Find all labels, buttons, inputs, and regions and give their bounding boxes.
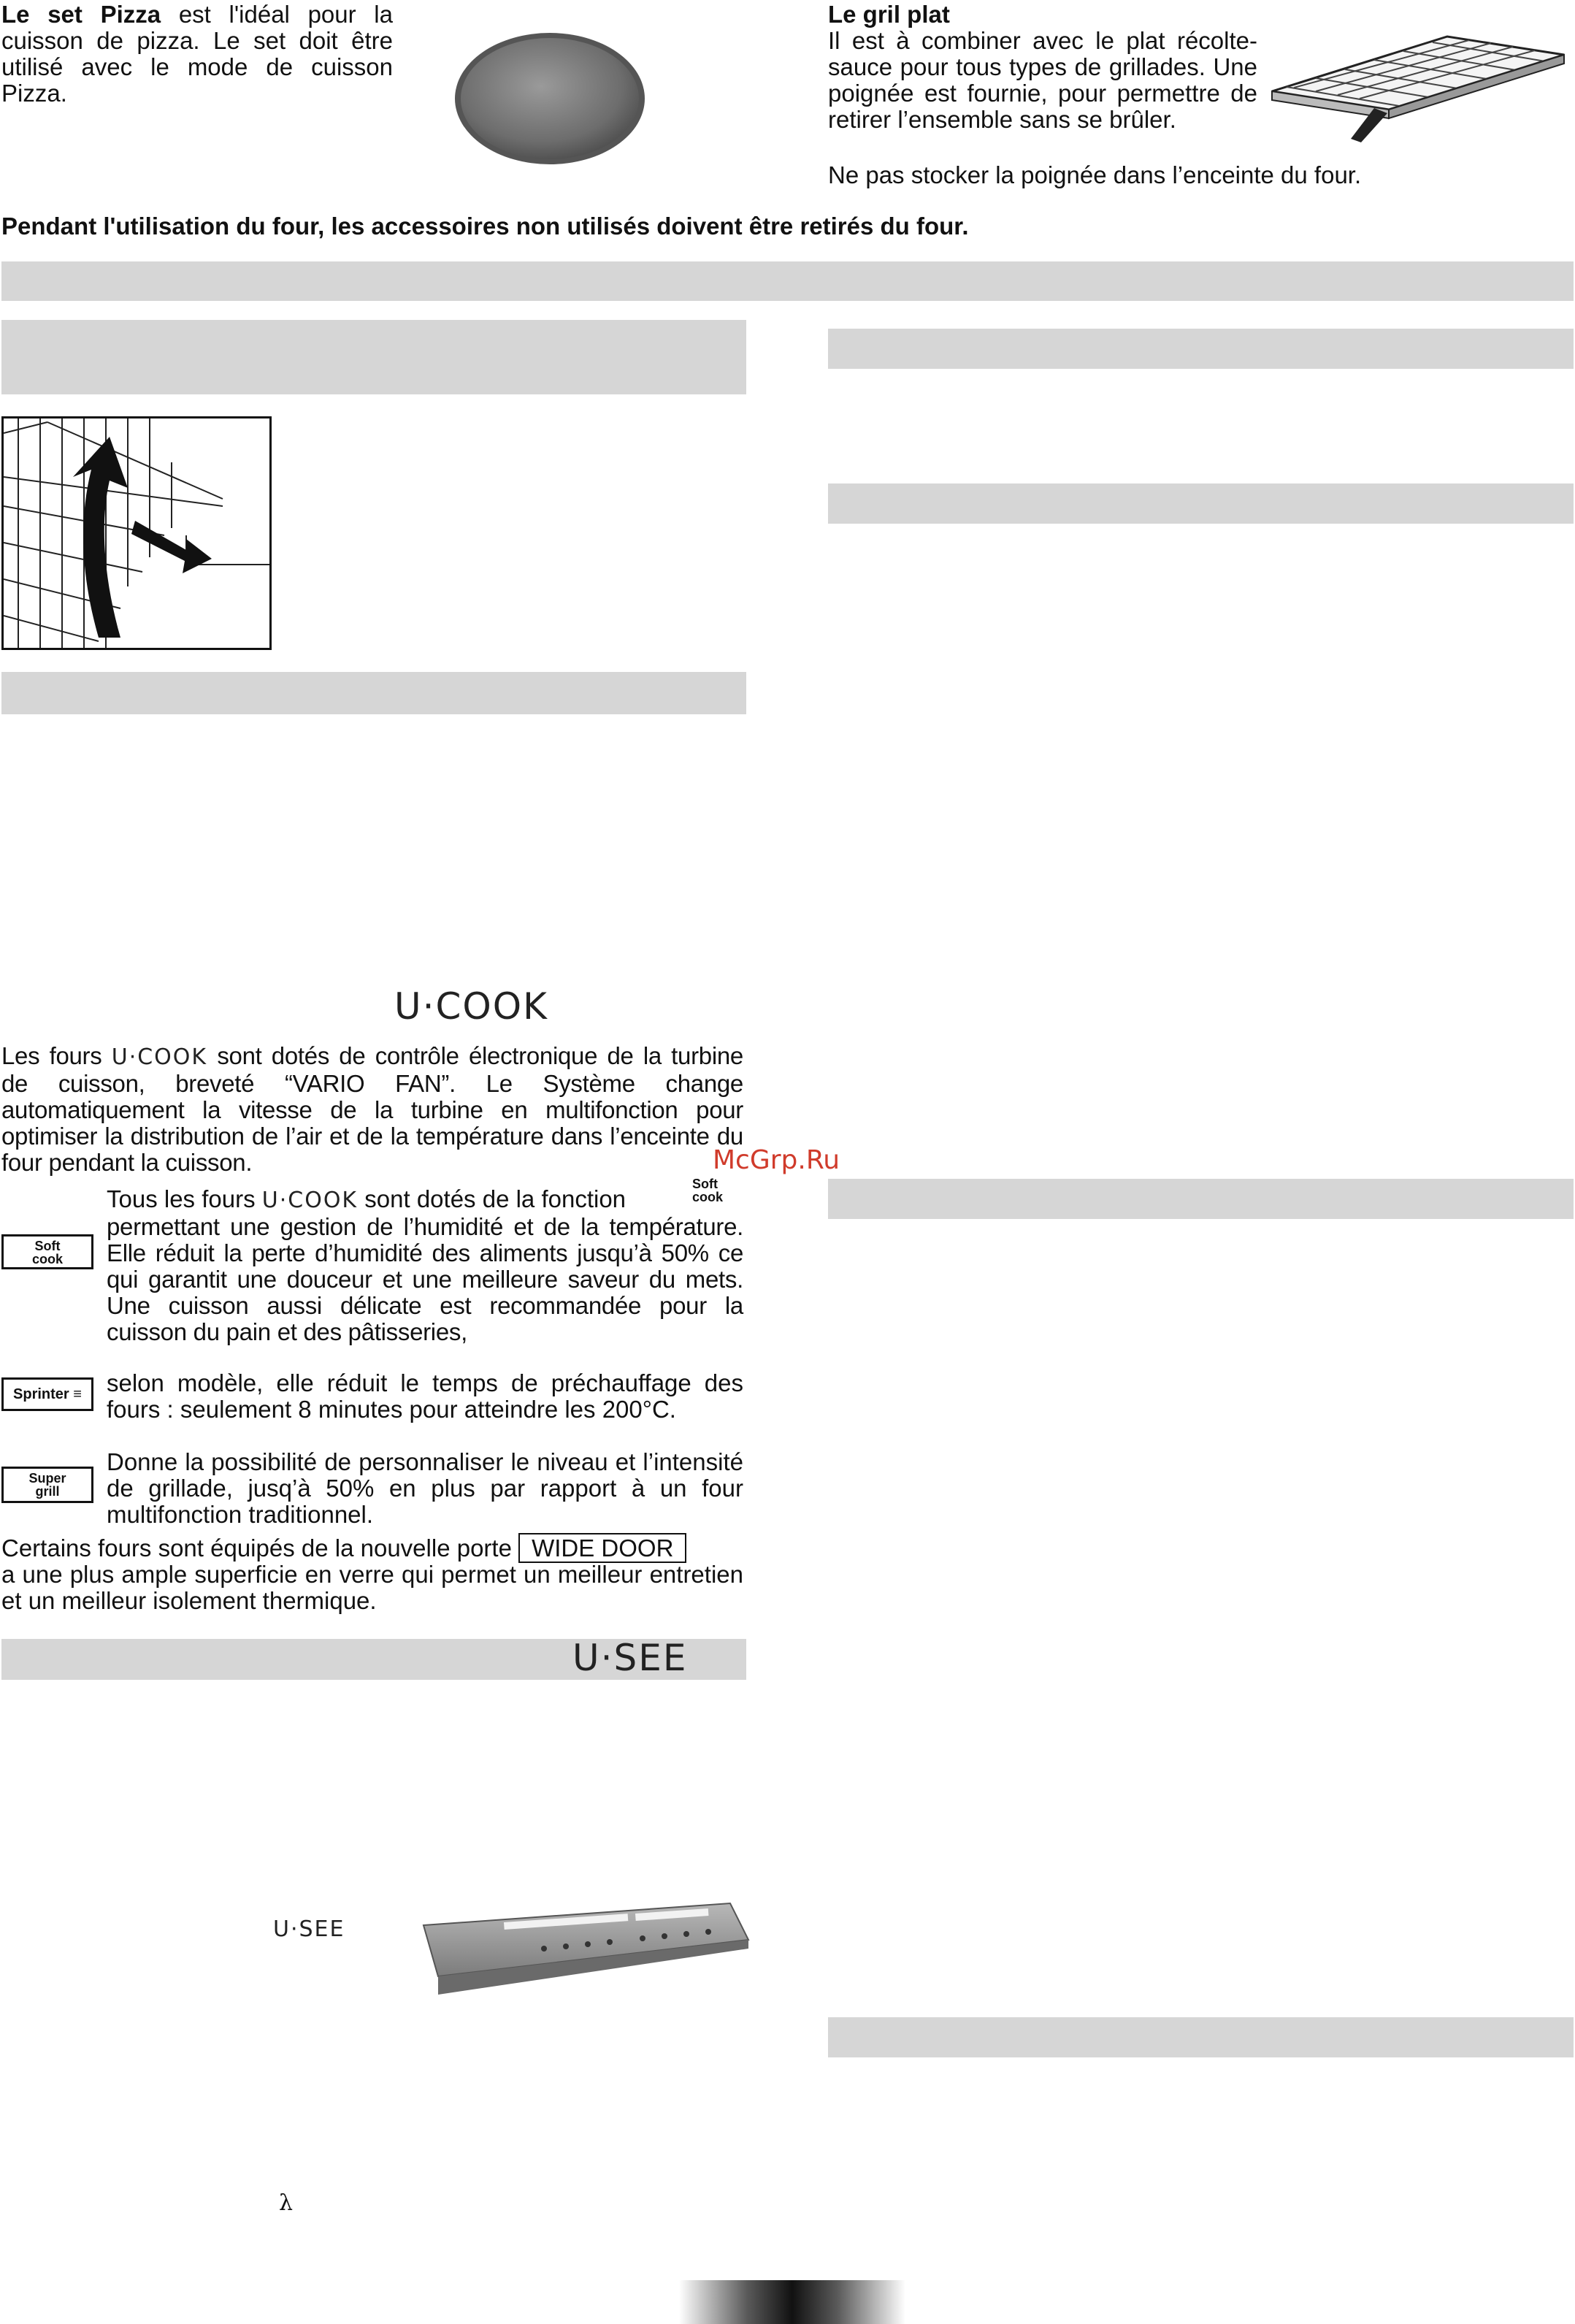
- usee-small-logo: U·SEE: [273, 1916, 345, 1942]
- widedoor-label: WIDE DOOR: [518, 1533, 686, 1563]
- section-band-right-1: [828, 329, 1574, 369]
- softcook-icon: Soft cook: [1, 1234, 93, 1269]
- rack-insertion-diagram: [1, 416, 272, 650]
- usee-heading-logo: U·SEE: [572, 1637, 688, 1679]
- softcook-description: permettant une gestion de l’humidité et de la température. Elle réduit la perte d’humidité des aliments jusqu’à 50% ce qui garantit une douceur et une meilleure saveur du mets. Une cuisson aussi délicate est recommandée pour la cuisson du pain et des pâtisseries,: [107, 1213, 743, 1345]
- sprinter-description: selon modèle, elle réduit le temps de préchauffage des fours : seulement 8 minutes pour atteindre les 200°C.: [107, 1369, 743, 1423]
- pizza-title: Le set Pizza: [1, 1, 161, 28]
- supergrill-description: Donne la possibilité de personnaliser le niveau et l’intensité de grillade, jusq’à 50% en plus par rapport à un four multifonction traditionnel.: [107, 1448, 743, 1528]
- pizza-tray-image: [451, 29, 648, 168]
- accessories-warning: Pendant l'utilisation du four, les accessoires non utilisés doivent être retirés du four.: [1, 213, 969, 240]
- usee-panel-image: [416, 1896, 752, 1998]
- section-band-left-1: [1, 320, 746, 394]
- section-band-right-3: [828, 1179, 1574, 1219]
- page-edge-shade: [679, 2280, 905, 2324]
- section-band-full: [1, 261, 1574, 301]
- supergrill-icon: Super grill: [1, 1467, 93, 1503]
- watermark: McGrp.Ru: [713, 1145, 840, 1175]
- section-band-right-2: [828, 483, 1574, 524]
- pizza-text: Le set Pizza est l'idéal pour la cuisson de pizza. Le set doit être utilisé avec le mode de cuisson Pizza.: [1, 1, 393, 107]
- sprinter-icon: Sprinter ≡: [1, 1377, 93, 1411]
- section-band-left-2: [1, 672, 746, 714]
- stray-mark: λ: [279, 2190, 294, 2216]
- widedoor-line: Certains fours sont équipés de la nouvelle porte WIDE DOOR: [1, 1535, 768, 1562]
- softcook-line-1: Tous les fours U·COOK sont dotés de la fonction: [107, 1185, 626, 1213]
- softcook-inline-icon: Soft cook: [692, 1177, 724, 1204]
- widedoor-description: a une plus ample superficie en verre qui permet un meilleur entretien et un meilleur isolement thermique.: [1, 1561, 743, 1614]
- flat-grill-image: [1265, 22, 1571, 146]
- grill-text: Le gril plat Il est à combiner avec le plat récolte-sauce pour tous types de grillades. Une poignée est fournie, pour permettre de retirer l’ensemble sans se brûler.: [828, 1, 1257, 133]
- section-band-right-4: [828, 2017, 1574, 2057]
- ucook-intro: Les fours U·COOK sont dotés de contrôle électronique de la turbine de cuisson, breveté “VARIO FAN”. Le Système change automatiquement la vitesse de la turbine en multifonction pour optimiser la distribution de l’air et de la température dans l’enceinte du four pendant la cuisson.: [1, 1042, 743, 1176]
- grill-title: Le gril plat: [828, 1, 950, 28]
- ucook-heading-logo: U·COOK: [394, 985, 548, 1028]
- ucook-inline-logo: U·COOK: [111, 1044, 208, 1070]
- grill-note: Ne pas stocker la poignée dans l’enceinte du four.: [828, 161, 1362, 188]
